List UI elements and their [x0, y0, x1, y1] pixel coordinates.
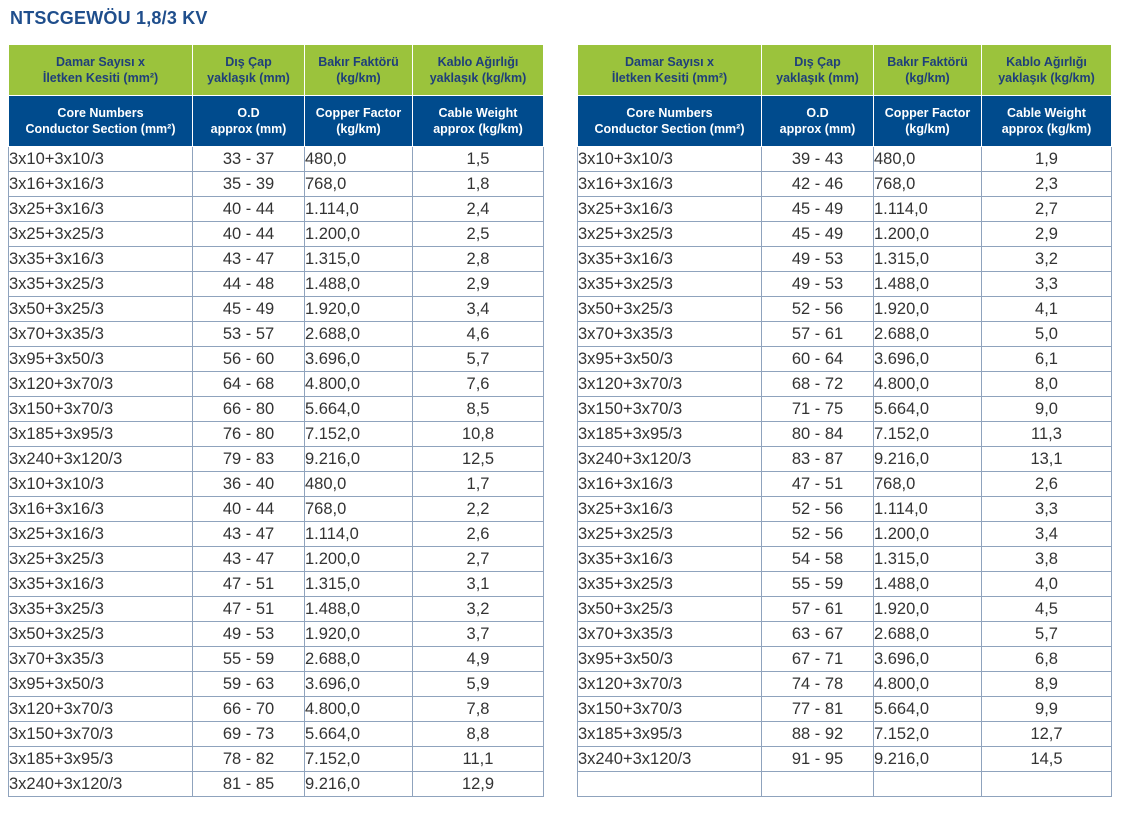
cell-copper-factor: 2.688,0 — [874, 322, 982, 347]
cell-cable-weight: 3,7 — [413, 622, 544, 647]
table-row — [9, 647, 544, 672]
header-row-turkish — [9, 45, 544, 96]
table-row — [9, 597, 544, 622]
cell-copper-factor: 1.920,0 — [874, 597, 982, 622]
table-row — [9, 522, 544, 547]
table-row — [9, 772, 544, 797]
table-row — [9, 697, 544, 722]
cell-outer-diameter: 43 - 47 — [193, 522, 305, 547]
table-row — [578, 397, 1112, 422]
cell-copper-factor: 1.315,0 — [874, 547, 982, 572]
table-row — [9, 722, 544, 747]
cell-outer-diameter: 43 - 47 — [193, 547, 305, 572]
table-row — [578, 747, 1112, 772]
table-row — [578, 447, 1112, 472]
cell-copper-factor: 9.216,0 — [874, 447, 982, 472]
cell-core-section: 3x150+3x70/3 — [578, 697, 762, 722]
cell-copper-factor: 7.152,0 — [874, 422, 982, 447]
cell-core-section: 3x25+3x16/3 — [9, 197, 193, 222]
cell-copper-factor: 768,0 — [874, 472, 982, 497]
cell-cable-weight: 3,4 — [982, 522, 1112, 547]
cell-outer-diameter: 36 - 40 — [193, 472, 305, 497]
cell-outer-diameter — [762, 772, 874, 797]
cell-cable-weight: 6,8 — [982, 647, 1112, 672]
cell-outer-diameter: 71 - 75 — [762, 397, 874, 422]
table-row — [9, 447, 544, 472]
table-row — [9, 622, 544, 647]
cell-outer-diameter: 52 - 56 — [762, 522, 874, 547]
table-row — [9, 247, 544, 272]
cell-copper-factor: 9.216,0 — [305, 772, 413, 797]
cell-outer-diameter: 79 - 83 — [193, 447, 305, 472]
cell-core-section: 3x150+3x70/3 — [578, 397, 762, 422]
cell-outer-diameter: 80 - 84 — [762, 422, 874, 447]
cell-copper-factor: 1.315,0 — [874, 247, 982, 272]
header-core-en: Core Numbers Conductor Section (mm²) — [578, 96, 762, 147]
cell-core-section: 3x25+3x25/3 — [578, 522, 762, 547]
cell-core-section: 3x35+3x16/3 — [9, 572, 193, 597]
cell-core-section: 3x240+3x120/3 — [9, 447, 193, 472]
cell-copper-factor: 1.315,0 — [305, 572, 413, 597]
cell-outer-diameter: 64 - 68 — [193, 372, 305, 397]
cell-outer-diameter: 68 - 72 — [762, 372, 874, 397]
cell-core-section: 3x120+3x70/3 — [9, 372, 193, 397]
cell-cable-weight: 8,5 — [413, 397, 544, 422]
cell-outer-diameter: 52 - 56 — [762, 497, 874, 522]
cell-copper-factor: 5.664,0 — [874, 397, 982, 422]
cell-cable-weight: 11,3 — [982, 422, 1112, 447]
cell-outer-diameter: 81 - 85 — [193, 772, 305, 797]
cell-outer-diameter: 66 - 70 — [193, 697, 305, 722]
cell-cable-weight: 2,7 — [413, 547, 544, 572]
cell-copper-factor: 1.488,0 — [874, 572, 982, 597]
cell-cable-weight: 3,3 — [982, 497, 1112, 522]
cell-core-section: 3x70+3x35/3 — [578, 622, 762, 647]
cell-cable-weight: 13,1 — [982, 447, 1112, 472]
cell-cable-weight: 4,6 — [413, 322, 544, 347]
cell-cable-weight: 5,9 — [413, 672, 544, 697]
cell-cable-weight: 2,3 — [982, 172, 1112, 197]
cell-cable-weight: 8,0 — [982, 372, 1112, 397]
cell-cable-weight: 9,0 — [982, 397, 1112, 422]
cell-copper-factor: 2.688,0 — [305, 322, 413, 347]
cell-core-section: 3x35+3x25/3 — [9, 272, 193, 297]
cell-outer-diameter: 91 - 95 — [762, 747, 874, 772]
cell-copper-factor: 1.488,0 — [305, 597, 413, 622]
table-row — [9, 572, 544, 597]
cell-copper-factor: 4.800,0 — [305, 372, 413, 397]
cell-outer-diameter: 76 - 80 — [193, 422, 305, 447]
cell-outer-diameter: 77 - 81 — [762, 697, 874, 722]
cell-core-section: 3x10+3x10/3 — [9, 472, 193, 497]
cell-core-section: 3x35+3x16/3 — [9, 247, 193, 272]
cell-cable-weight: 2,8 — [413, 247, 544, 272]
header-copper-en: Copper Factor (kg/km) — [874, 96, 982, 147]
cell-copper-factor: 1.114,0 — [874, 197, 982, 222]
cell-cable-weight: 5,0 — [982, 322, 1112, 347]
cell-outer-diameter: 43 - 47 — [193, 247, 305, 272]
cell-copper-factor: 1.200,0 — [874, 222, 982, 247]
cell-core-section: 3x50+3x25/3 — [578, 597, 762, 622]
cell-core-section: 3x150+3x70/3 — [9, 722, 193, 747]
cell-outer-diameter: 57 - 61 — [762, 597, 874, 622]
cell-cable-weight: 5,7 — [982, 622, 1112, 647]
cell-outer-diameter: 60 - 64 — [762, 347, 874, 372]
cell-cable-weight: 3,2 — [982, 247, 1112, 272]
table-row — [578, 172, 1112, 197]
cell-cable-weight: 2,6 — [413, 522, 544, 547]
table-row — [9, 222, 544, 247]
cell-core-section: 3x25+3x25/3 — [9, 222, 193, 247]
table-row — [578, 772, 1112, 797]
cell-core-section: 3x185+3x95/3 — [578, 722, 762, 747]
cell-outer-diameter: 66 - 80 — [193, 397, 305, 422]
cell-core-section: 3x25+3x16/3 — [578, 197, 762, 222]
cell-core-section: 3x35+3x16/3 — [578, 547, 762, 572]
cell-copper-factor: 1.114,0 — [305, 197, 413, 222]
cell-outer-diameter: 55 - 59 — [762, 572, 874, 597]
cell-copper-factor: 1.488,0 — [305, 272, 413, 297]
header-od-tr: Dış Çap yaklaşık (mm) — [762, 45, 874, 96]
cell-copper-factor: 9.216,0 — [874, 747, 982, 772]
cell-outer-diameter: 45 - 49 — [762, 222, 874, 247]
cell-outer-diameter: 57 - 61 — [762, 322, 874, 347]
cell-outer-diameter: 52 - 56 — [762, 297, 874, 322]
cell-copper-factor: 480,0 — [305, 472, 413, 497]
cell-cable-weight: 1,5 — [413, 147, 544, 172]
cell-core-section: 3x120+3x70/3 — [578, 372, 762, 397]
table-row — [9, 347, 544, 372]
cell-core-section: 3x95+3x50/3 — [578, 347, 762, 372]
table-row — [9, 397, 544, 422]
cell-outer-diameter: 49 - 53 — [193, 622, 305, 647]
cell-cable-weight: 4,0 — [982, 572, 1112, 597]
header-weight-en: Cable Weight approx (kg/km) — [982, 96, 1112, 147]
cell-copper-factor: 1.200,0 — [305, 547, 413, 572]
cell-outer-diameter: 40 - 44 — [193, 497, 305, 522]
cell-outer-diameter: 40 - 44 — [193, 197, 305, 222]
cell-core-section: 3x16+3x16/3 — [9, 172, 193, 197]
cell-outer-diameter: 49 - 53 — [762, 272, 874, 297]
header-od-en: O.D approx (mm) — [193, 96, 305, 147]
table-row — [9, 322, 544, 347]
table-row — [578, 722, 1112, 747]
cell-outer-diameter: 45 - 49 — [762, 197, 874, 222]
cell-cable-weight: 1,8 — [413, 172, 544, 197]
table-row — [9, 147, 544, 172]
table-row — [578, 522, 1112, 547]
cell-cable-weight: 12,5 — [413, 447, 544, 472]
cell-cable-weight: 7,6 — [413, 372, 544, 397]
table-row — [9, 297, 544, 322]
cell-cable-weight: 11,1 — [413, 747, 544, 772]
header-core-en: Core Numbers Conductor Section (mm²) — [9, 96, 193, 147]
header-od-en: O.D approx (mm) — [762, 96, 874, 147]
header-od-tr: Dış Çap yaklaşık (mm) — [193, 45, 305, 96]
cell-copper-factor — [874, 772, 982, 797]
cell-core-section: 3x25+3x16/3 — [9, 522, 193, 547]
table-row — [578, 197, 1112, 222]
cell-copper-factor: 2.688,0 — [874, 622, 982, 647]
cell-outer-diameter: 54 - 58 — [762, 547, 874, 572]
table-row — [578, 347, 1112, 372]
cell-core-section: 3x10+3x10/3 — [578, 147, 762, 172]
cell-cable-weight: 12,9 — [413, 772, 544, 797]
cell-outer-diameter: 69 - 73 — [193, 722, 305, 747]
cell-outer-diameter: 39 - 43 — [762, 147, 874, 172]
table-row — [9, 747, 544, 772]
cell-core-section: 3x25+3x25/3 — [9, 547, 193, 572]
table-row — [578, 422, 1112, 447]
cell-copper-factor: 7.152,0 — [874, 722, 982, 747]
cell-outer-diameter: 59 - 63 — [193, 672, 305, 697]
cell-outer-diameter: 47 - 51 — [193, 572, 305, 597]
cell-cable-weight: 4,9 — [413, 647, 544, 672]
cell-cable-weight: 2,9 — [413, 272, 544, 297]
cell-cable-weight: 8,8 — [413, 722, 544, 747]
cell-copper-factor: 1.920,0 — [305, 622, 413, 647]
cell-copper-factor: 7.152,0 — [305, 747, 413, 772]
page-title: NTSCGEWÖU 1,8/3 KV — [10, 8, 208, 28]
cell-core-section: 3x25+3x16/3 — [578, 497, 762, 522]
cell-outer-diameter: 56 - 60 — [193, 347, 305, 372]
cell-core-section: 3x35+3x25/3 — [578, 272, 762, 297]
cell-copper-factor: 768,0 — [305, 172, 413, 197]
cell-core-section: 3x95+3x50/3 — [578, 647, 762, 672]
cell-core-section: 3x50+3x25/3 — [9, 297, 193, 322]
cell-copper-factor: 9.216,0 — [305, 447, 413, 472]
table-row — [578, 547, 1112, 572]
header-row-turkish — [578, 45, 1112, 96]
table-row — [578, 472, 1112, 497]
cell-copper-factor: 1.200,0 — [874, 522, 982, 547]
cell-outer-diameter: 35 - 39 — [193, 172, 305, 197]
cell-copper-factor: 1.920,0 — [874, 297, 982, 322]
cell-outer-diameter: 88 - 92 — [762, 722, 874, 747]
header-core-tr: Damar Sayısı x İletken Kesiti (mm²) — [578, 45, 762, 96]
spec-table-left — [8, 44, 544, 797]
table-row — [9, 472, 544, 497]
cell-core-section: 3x50+3x25/3 — [9, 622, 193, 647]
table-row — [578, 147, 1112, 172]
table-row — [9, 672, 544, 697]
cell-core-section: 3x240+3x120/3 — [578, 747, 762, 772]
cell-outer-diameter: 47 - 51 — [193, 597, 305, 622]
cell-core-section: 3x70+3x35/3 — [9, 322, 193, 347]
cell-cable-weight: 3,8 — [982, 547, 1112, 572]
cell-core-section: 3x10+3x10/3 — [9, 147, 193, 172]
cell-copper-factor: 1.114,0 — [874, 497, 982, 522]
cell-copper-factor: 5.664,0 — [305, 397, 413, 422]
cell-outer-diameter: 67 - 71 — [762, 647, 874, 672]
table-row — [578, 297, 1112, 322]
table-row — [9, 372, 544, 397]
cell-core-section: 3x240+3x120/3 — [578, 447, 762, 472]
table-row — [9, 422, 544, 447]
cell-cable-weight: 3,3 — [982, 272, 1112, 297]
table-row — [9, 497, 544, 522]
cell-copper-factor: 1.200,0 — [305, 222, 413, 247]
cell-cable-weight: 1,9 — [982, 147, 1112, 172]
cell-outer-diameter: 53 - 57 — [193, 322, 305, 347]
cell-copper-factor: 7.152,0 — [305, 422, 413, 447]
cell-copper-factor: 4.800,0 — [305, 697, 413, 722]
table-row — [578, 697, 1112, 722]
cell-copper-factor: 3.696,0 — [305, 672, 413, 697]
cell-core-section: 3x35+3x25/3 — [578, 572, 762, 597]
cell-cable-weight: 7,8 — [413, 697, 544, 722]
header-row-english — [9, 96, 544, 147]
table-row — [578, 647, 1112, 672]
cell-copper-factor: 480,0 — [305, 147, 413, 172]
table-row — [578, 222, 1112, 247]
cell-copper-factor: 1.920,0 — [305, 297, 413, 322]
cell-cable-weight: 1,7 — [413, 472, 544, 497]
cell-copper-factor: 1.315,0 — [305, 247, 413, 272]
table-row — [9, 272, 544, 297]
cell-cable-weight: 2,9 — [982, 222, 1112, 247]
cell-cable-weight: 3,2 — [413, 597, 544, 622]
cell-core-section: 3x185+3x95/3 — [9, 422, 193, 447]
cell-cable-weight: 4,1 — [982, 297, 1112, 322]
cell-core-section: 3x16+3x16/3 — [9, 497, 193, 522]
table-row — [578, 572, 1112, 597]
table-row — [578, 622, 1112, 647]
cell-core-section: 3x150+3x70/3 — [9, 397, 193, 422]
cell-cable-weight: 12,7 — [982, 722, 1112, 747]
cell-outer-diameter: 47 - 51 — [762, 472, 874, 497]
cell-cable-weight: 9,9 — [982, 697, 1112, 722]
cell-cable-weight: 2,4 — [413, 197, 544, 222]
cell-outer-diameter: 78 - 82 — [193, 747, 305, 772]
cell-cable-weight: 10,8 — [413, 422, 544, 447]
cell-core-section — [578, 772, 762, 797]
cell-cable-weight: 5,7 — [413, 347, 544, 372]
table-row — [9, 547, 544, 572]
header-copper-en: Copper Factor (kg/km) — [305, 96, 413, 147]
cell-copper-factor: 3.696,0 — [305, 347, 413, 372]
table-row — [578, 597, 1112, 622]
cell-copper-factor: 3.696,0 — [874, 347, 982, 372]
cell-outer-diameter: 44 - 48 — [193, 272, 305, 297]
cell-cable-weight: 2,6 — [982, 472, 1112, 497]
cell-core-section: 3x240+3x120/3 — [9, 772, 193, 797]
cell-cable-weight: 2,7 — [982, 197, 1112, 222]
cell-core-section: 3x16+3x16/3 — [578, 472, 762, 497]
cell-outer-diameter: 83 - 87 — [762, 447, 874, 472]
cell-outer-diameter: 42 - 46 — [762, 172, 874, 197]
cell-core-section: 3x35+3x16/3 — [578, 247, 762, 272]
cell-core-section: 3x120+3x70/3 — [9, 697, 193, 722]
cell-copper-factor: 3.696,0 — [874, 647, 982, 672]
cell-cable-weight: 14,5 — [982, 747, 1112, 772]
header-weight-tr: Kablo Ağırlığı yaklaşık (kg/km) — [413, 45, 544, 96]
cell-core-section: 3x95+3x50/3 — [9, 672, 193, 697]
cell-core-section: 3x185+3x95/3 — [9, 747, 193, 772]
table-row — [578, 272, 1112, 297]
table-row — [578, 322, 1112, 347]
cell-outer-diameter: 55 - 59 — [193, 647, 305, 672]
cell-cable-weight: 3,4 — [413, 297, 544, 322]
cell-outer-diameter: 33 - 37 — [193, 147, 305, 172]
cell-core-section: 3x25+3x25/3 — [578, 222, 762, 247]
header-copper-tr: Bakır Faktörü (kg/km) — [874, 45, 982, 96]
cell-copper-factor: 5.664,0 — [305, 722, 413, 747]
cell-core-section: 3x70+3x35/3 — [578, 322, 762, 347]
table-row — [578, 247, 1112, 272]
cell-core-section: 3x95+3x50/3 — [9, 347, 193, 372]
cell-copper-factor: 1.488,0 — [874, 272, 982, 297]
cell-outer-diameter: 74 - 78 — [762, 672, 874, 697]
cell-copper-factor: 768,0 — [874, 172, 982, 197]
header-weight-tr: Kablo Ağırlığı yaklaşık (kg/km) — [982, 45, 1112, 96]
cell-copper-factor: 1.114,0 — [305, 522, 413, 547]
header-weight-en: Cable Weight approx (kg/km) — [413, 96, 544, 147]
header-row-english — [578, 96, 1112, 147]
cell-outer-diameter: 45 - 49 — [193, 297, 305, 322]
cell-copper-factor: 4.800,0 — [874, 372, 982, 397]
header-core-tr: Damar Sayısı x İletken Kesiti (mm²) — [9, 45, 193, 96]
header-copper-tr: Bakır Faktörü (kg/km) — [305, 45, 413, 96]
table-row — [578, 372, 1112, 397]
cell-copper-factor: 5.664,0 — [874, 697, 982, 722]
table-row — [9, 197, 544, 222]
cell-core-section: 3x16+3x16/3 — [578, 172, 762, 197]
cell-copper-factor: 768,0 — [305, 497, 413, 522]
cell-copper-factor: 480,0 — [874, 147, 982, 172]
cell-outer-diameter: 49 - 53 — [762, 247, 874, 272]
cell-core-section: 3x120+3x70/3 — [578, 672, 762, 697]
cell-outer-diameter: 63 - 67 — [762, 622, 874, 647]
table-row — [9, 172, 544, 197]
cell-cable-weight: 8,9 — [982, 672, 1112, 697]
cell-outer-diameter: 40 - 44 — [193, 222, 305, 247]
table-row — [578, 672, 1112, 697]
cell-core-section: 3x50+3x25/3 — [578, 297, 762, 322]
cell-cable-weight: 3,1 — [413, 572, 544, 597]
spec-table-right — [577, 44, 1112, 797]
cell-cable-weight: 6,1 — [982, 347, 1112, 372]
cell-core-section: 3x35+3x25/3 — [9, 597, 193, 622]
cell-core-section: 3x185+3x95/3 — [578, 422, 762, 447]
cell-copper-factor: 2.688,0 — [305, 647, 413, 672]
cell-core-section: 3x70+3x35/3 — [9, 647, 193, 672]
cell-cable-weight: 2,5 — [413, 222, 544, 247]
cell-cable-weight: 2,2 — [413, 497, 544, 522]
cell-cable-weight: 4,5 — [982, 597, 1112, 622]
table-row — [578, 497, 1112, 522]
cell-cable-weight — [982, 772, 1112, 797]
cell-copper-factor: 4.800,0 — [874, 672, 982, 697]
